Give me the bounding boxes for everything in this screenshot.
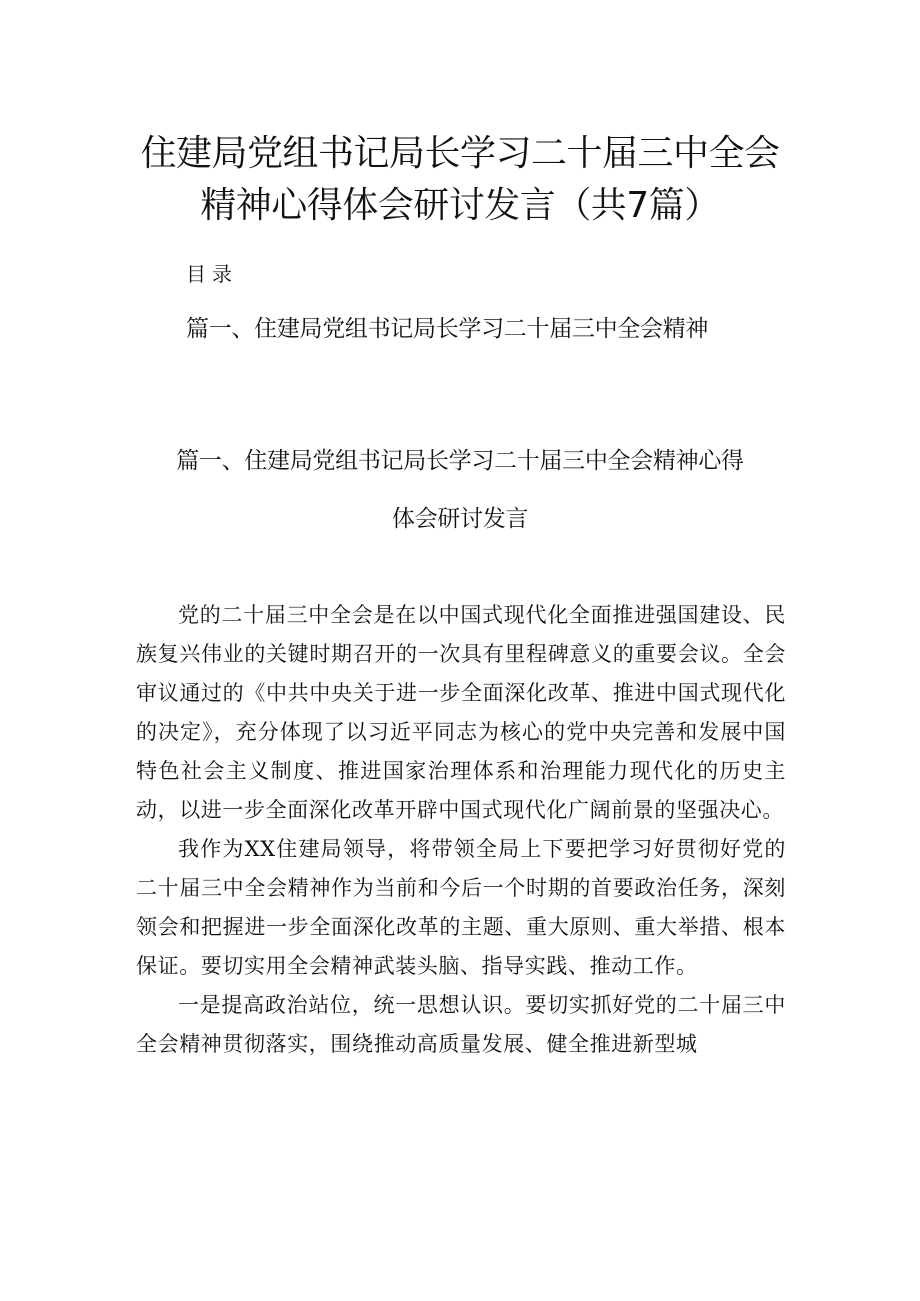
body-paragraph: 一是提高政治站位，统一思想认识。要切实抓好党的二十届三中全会精神贯彻落实，围绕推动高质量发展、健全推进新型城 xyxy=(136,993,786,1056)
body-text xyxy=(136,596,786,1064)
document-title-line-2: 精神心得体会研讨发言（共7篇） xyxy=(200,185,720,226)
toc-item[interactable]: 篇一、住建局党组书记局长学习二十届三中全会精神 xyxy=(186,316,709,342)
section-title xyxy=(0,432,920,548)
document-title xyxy=(0,128,920,232)
toc-heading: 目录 xyxy=(186,262,238,286)
document-title-line-1: 住建局党组书记局长学习二十届三中全会 xyxy=(140,133,780,174)
body-paragraph: 党的二十届三中全会是在以中国式现代化全面推进强国建设、民族复兴伟业的关键时期召开的一次具有里程碑意义的重要会议。全会审议通过的《中共中央关于进一步全面深化改革、推进中国式现代化的决定》，充分体现了以习近平同志为核心的党中央完善和发展中国特色社会主义制度、推进国家治理体系和治理能力现代化的历史主动，以进一步全面深化改革开辟中国式现代化广阔前景的坚强决心。 xyxy=(136,603,786,822)
body-paragraph: 我作为XX住建局领导，将带领全局上下要把学习好贯彻好党的二十届三中全会精神作为当前和今后一个时期的首要政治任务，深刻领会和把握进一步全面深化改革的主题、重大原则、重大举措、根本保证。要切实用全会精神武装头脑、指导实践、推动工作。 xyxy=(136,837,786,978)
section-title-line-2: 体会研讨发言 xyxy=(391,506,529,532)
section-title-line-1: 篇一、住建局党组书记局长学习二十届三中全会精神心得 xyxy=(176,448,744,474)
